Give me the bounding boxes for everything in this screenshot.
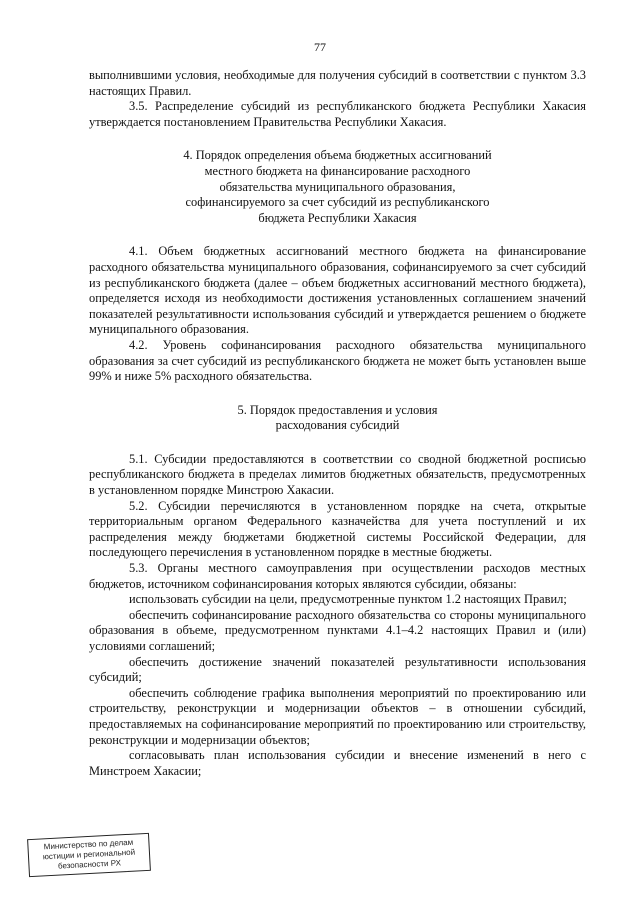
section-4-heading (89, 148, 586, 226)
heading-line: 4. Порядок определения объема бюджетных ассигнований (183, 148, 492, 163)
paragraph: обеспечить соблюдение графика выполнения мероприятий по проектированию или строительству, реконструкции и модернизации объектов – в отношении субсидий, предоставляемых на софинансирование мероприятий по проектированию или строительству, реконструкции и модернизации объектов; (89, 685, 586, 747)
stamp-line: Министерство по делам (43, 837, 134, 852)
section-5-heading (89, 403, 586, 434)
heading-line: бюджета Республики Хакасия (258, 210, 417, 225)
stamp-line: юстиции и региональной (42, 847, 136, 862)
stamp-line: безопасности РХ (57, 858, 122, 871)
paragraph: согласовывать план использования субсидии и внесение изменений в него с Минстроем Хакасии; (89, 748, 586, 778)
heading-line: обязательства муниципального образования, (219, 179, 456, 194)
paragraph: 5.1. Субсидии предоставляются в соответствии со сводной бюджетной росписью республиканского бюджета в пределах лимитов бюджетных обязательств, предусмотренных в установленном порядке Минстрою Хакасии. (89, 451, 586, 498)
paragraph: выполнившими условия, необходимые для получения субсидий в соответствии с пунктом 3.3 настоящих Правил. (89, 68, 586, 98)
paragraph: обеспечить софинансирование расходного обязательства со стороны муниципального образования в объеме, предусмотренном пунктами 4.1–4.2 настоящих Правил и (или) условиями соглашений; (89, 607, 586, 653)
document-body (89, 68, 586, 779)
paragraph: 3.5. Распределение субсидий из республиканского бюджета Республики Хакасия утверждается постановлением Правительства Республики Хакасия. (89, 99, 586, 129)
heading-line: местного бюджета на финансирование расходного (204, 163, 471, 178)
paragraph: обеспечить достижение значений показателей результативности использования субсидий; (89, 654, 586, 685)
paragraph: 4.2. Уровень софинансирования расходного обязательства муниципального образования за счет субсидий из республиканского бюджета не может быть установлен выше 99% и ниже 5% расходного обязательства. (89, 337, 586, 384)
heading-line: 5. Порядок предоставления и условия (237, 402, 438, 417)
page-number: 77 (314, 40, 326, 54)
paragraph: 5.2. Субсидии перечисляются в установленном порядке на счета, открытые территориальным органом Федерального казначейства для учета поступлений и их распределения между бюджетами бюджетной системы Российской Федерации, для последующего перечисления в установленном порядке в местные бюджеты. (89, 498, 586, 560)
paragraph: использовать субсидии на цели, предусмотренные пунктом 1.2 настоящих Правил; (129, 592, 567, 607)
paragraph: 4.1. Объем бюджетных ассигнований местного бюджета на финансирование расходного обязательства муниципального образования, софинансируемого за счет субсидий из республиканского бюджета (далее – объем бюджетных ассигнований местного бюджета), определяется исходя из необходимости достижения установленных соглашением значений показателей результативности использования субсидий и утверждается решением о бюджете муниципального образования. (89, 244, 586, 337)
heading-line: расходования субсидий (275, 418, 400, 433)
paragraph: 5.3. Органы местного самоуправления при осуществлении расходов местных бюджетов, источником софинансирования которых являются субсидии, обязаны: (89, 561, 586, 591)
heading-line: софинансируемого за счет субсидий из республиканского (185, 195, 490, 210)
ministry-stamp (27, 833, 151, 877)
